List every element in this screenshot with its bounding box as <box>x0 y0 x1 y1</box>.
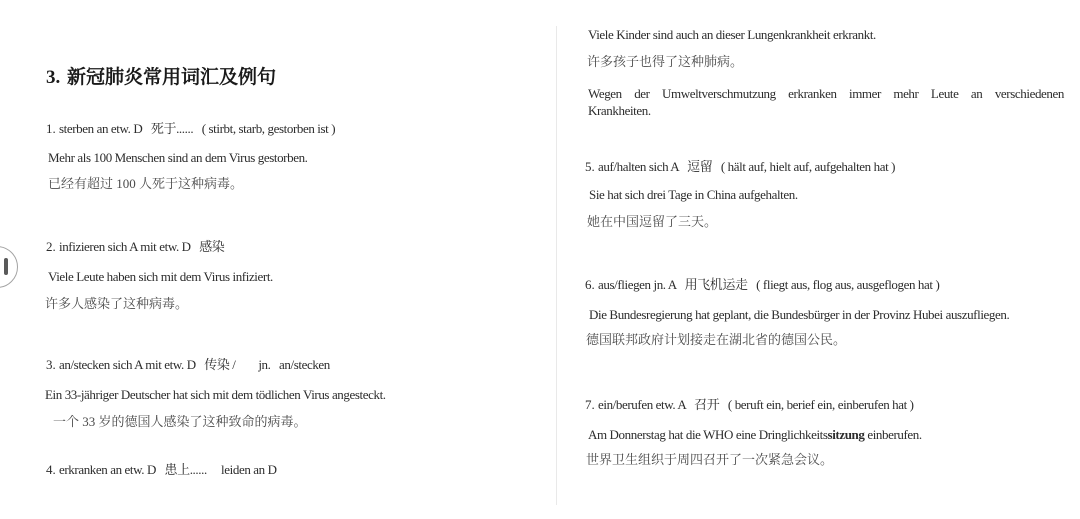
item-6-head-text: aus/fliegen jn. A 用飞机运走 ( fliegt aus, flog aus, ausgeflogen hat ) <box>598 277 940 292</box>
translation-zh-6: 德国联邦政府计划接走在湖北省的德国公民。 <box>586 332 847 347</box>
example-de-3: Ein 33-jähriger Deutscher hat sich mit dem tödlichen Virus angesteckt. <box>45 387 386 402</box>
translation-zh-4a: 许多孩子也得了这种肺病。 <box>587 54 744 69</box>
example-de-7-bold: sitzung <box>827 427 865 442</box>
example-de-6: Die Bundesregierung hat geplant, die Bundesbürger in der Provinz Hubei auszufliegen. <box>589 307 1010 322</box>
item-3-number: 3. <box>46 357 56 372</box>
section-title-text: 新冠肺炎常用词汇及例句 <box>67 67 277 88</box>
section-number: 3. <box>46 67 61 88</box>
item-7-head-text: ein/berufen etw. A 召开 ( beruft ein, berief ein, einberufen hat ) <box>598 397 914 412</box>
example-de-7 <box>588 427 922 443</box>
item-5-number: 5. <box>585 159 595 174</box>
side-page-button[interactable] <box>0 246 18 288</box>
item-3-head-text: an/stecken sich A mit etw. D 传染 / jn. an/stecken <box>59 357 330 372</box>
item-6-number: 6. <box>585 277 595 292</box>
translation-zh-2: 许多人感染了这种病毒。 <box>45 296 189 311</box>
example-de-7-post: einberufen. <box>864 427 922 442</box>
vocab-item-4-head <box>46 462 277 478</box>
vocab-item-7-head <box>585 397 914 413</box>
vocab-item-6-head <box>585 277 939 293</box>
item-1-number: 1. <box>46 121 56 136</box>
example-de-1: Mehr als 100 Menschen sind an dem Virus gestorben. <box>48 150 308 165</box>
translation-zh-3: 一个 33 岁的德国人感染了这种致命的病毒。 <box>53 414 307 429</box>
item-4-number: 4. <box>46 462 56 477</box>
translation-zh-5: 她在中国逗留了三天。 <box>587 214 718 229</box>
item-4-head-text: erkranken an etw. D 患上...... leiden an D <box>59 462 277 477</box>
vertical-bar-icon <box>4 258 8 275</box>
example-de-5: Sie hat sich drei Tage in China aufgehalten. <box>589 187 798 202</box>
vocab-item-2-head <box>46 239 224 255</box>
section-title <box>46 62 276 89</box>
vocab-item-1-head <box>46 121 335 137</box>
example-de-4a: Viele Kinder sind auch an dieser Lungenkrankheit erkrankt. <box>588 27 876 42</box>
example-de-4b-line2: Krankheiten. <box>588 103 651 118</box>
vocab-item-3-head <box>46 357 330 373</box>
item-1-head-text: sterben an etw. D 死于...... ( stirbt, starb, gestorben ist ) <box>59 121 336 136</box>
example-de-2: Viele Leute haben sich mit dem Virus infiziert. <box>48 269 273 284</box>
example-de-4b-line1: Wegen der Umweltverschmutzung erkranken immer mehr Leute an verschiedenen <box>588 86 1064 101</box>
column-divider <box>556 26 557 505</box>
item-2-number: 2. <box>46 239 56 254</box>
vocab-item-5-head <box>585 159 895 175</box>
item-7-number: 7. <box>585 397 595 412</box>
item-2-head-text: infizieren sich A mit etw. D 感染 <box>59 239 225 254</box>
example-de-7-pre: Am Donnerstag hat die WHO eine Dringlichkeits <box>588 427 828 442</box>
translation-zh-7: 世界卫生组织于周四召开了一次紧急会议。 <box>586 452 834 467</box>
translation-zh-1: 已经有超过 100 人死于这种病毒。 <box>48 176 244 191</box>
item-5-head-text: auf/halten sich A 逗留 ( hält auf, hielt auf, aufgehalten hat ) <box>598 159 896 174</box>
